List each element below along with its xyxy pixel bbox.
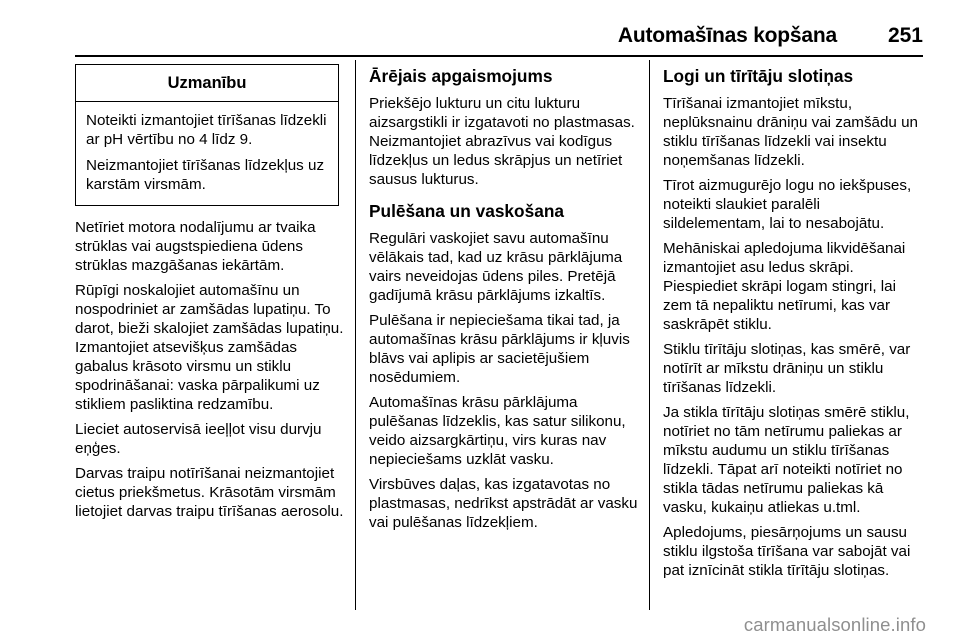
section-heading-exterior-lights: Ārējais apgaismojums — [369, 66, 553, 86]
column-divider-right — [649, 60, 650, 610]
header-rule — [75, 55, 923, 57]
page-header — [75, 24, 923, 54]
warning-paragraph: Noteikti izmantojiet tīrīšanas līdzekli ar pH vērtību no 4 līdz 9. — [86, 112, 327, 148]
body-paragraph: Regulāri vaskojiet savu automašīnu vēlākais tad, kad uz krāsu pārklājuma vairs neveidojas ūdens piles. Pretējā gadījumā krāsu pārklājums izkaltīs. — [369, 230, 623, 304]
body-paragraph: Pulēšana ir nepieciešama tikai tad, ja automašīnas krāsu pārklājums ir kļuvis blāvs vai aplipis ar sacietējušiem nosēdumiem. — [369, 312, 630, 386]
body-paragraph: Mehāniskai apledojuma likvidēšanai izmantojiet asu ledus skrāpi. Piespiediet skrāpi logam stingri, lai zem tā nepaliktu netīrumi, kas var saskrāpēt stiklu. — [663, 240, 906, 333]
body-paragraph: Netīriet motora nodalījumu ar tvaika strūklas vai augstspiediena ūdens strūklas mazgāšanas iekārtām. — [75, 219, 316, 274]
watermark-link[interactable]: carmanualsonline.info — [743, 614, 926, 635]
body-paragraph: Stiklu tīrītāju slotiņas, kas smērē, var notīrīt ar mīkstu drāniņu un stiklu tīrīšanas līdzekli. — [663, 341, 911, 396]
warning-paragraph: Neizmantojiet tīrīšanas līdzekļus uz karstām virsmām. — [86, 157, 325, 193]
body-paragraph: Darvas traipu notīrīšanai neizmantojiet cietus priekšmetus. Krāsotām virsmām lietojiet darvas traipu tīrīšanas aerosolu. — [75, 465, 344, 520]
column-2 — [369, 66, 639, 538]
body-paragraph: Lieciet autoservisā ieeļļot visu durvju eņģes. — [75, 421, 322, 457]
page-title: Automašīnas kopšana — [617, 24, 837, 47]
body-paragraph: Rūpīgi noskalojiet automašīnu un nospodriniet ar zamšādas lupatiņu. To darot, bieži skalojiet zamšādas lupatiņu. Izmantojiet atsevišķus zamšādas gabalus krāsoto virsmu un stiklu spodrināšanai: vaska pārpalikumi uz stikliem pasliktina redzamību. — [75, 282, 344, 413]
section-heading-windows-wipers: Logi un tīrītāju slotiņas — [663, 66, 854, 86]
body-paragraph: Priekšējo lukturu un citu lukturu aizsargstikli ir izgatavoti no plastmasas. Neizmantojiet abrazīvus vai kodīgus līdzekļus un ledus skrāpjus un netīriet sausus lukturus. — [369, 95, 635, 188]
section-heading-polishing: Pulēšana un vaskošana — [369, 201, 564, 221]
body-paragraph: Automašīnas krāsu pārklājuma pulēšanas līdzeklis, kas satur silikonu, veido aizsargkārtiņu, virs kuras nav nepieciešams uzklāt vasku. — [369, 394, 626, 468]
body-paragraph: Virsbūves daļas, kas izgatavotas no plastmasas, nedrīkst apstrādāt ar vasku vai pulēšanas līdzekļiem. — [369, 476, 638, 531]
body-paragraph: Ja stikla tīrītāju slotiņas smērē stiklu, notīriet no tām netīrumu paliekas ar mīkstu audumu un stiklu tīrīšanas līdzekli. Tāpat arī noteikti notīriet no stikla tādas netīrumu paliekas kā vasku, kukaiņu atliekas u.tml. — [663, 404, 910, 516]
warning-body — [76, 102, 338, 205]
column-divider-left — [355, 60, 356, 610]
warning-box — [75, 64, 339, 206]
body-paragraph: Tīrot aizmugurējo logu no iekšpuses, noteikti slaukiet paralēli sildelementam, lai to nesabojātu. — [663, 177, 912, 232]
page-number: 251 — [887, 24, 923, 47]
column-1 — [75, 64, 345, 527]
body-paragraph: Apledojums, piesārņojums un sausu stiklu ilgstoša tīrīšana var sabojāt vai pat iznīcināt stikla tīrītāju slotiņas. — [663, 524, 911, 579]
body-paragraph: Tīrīšanai izmantojiet mīkstu, neplūksnainu drāniņu vai zamšādu un stiklu tīrīšanas līdzekli vai insektu noņemšanas līdzekli. — [663, 95, 918, 169]
column-3 — [663, 66, 925, 586]
warning-title: Uzmanību — [76, 65, 338, 102]
